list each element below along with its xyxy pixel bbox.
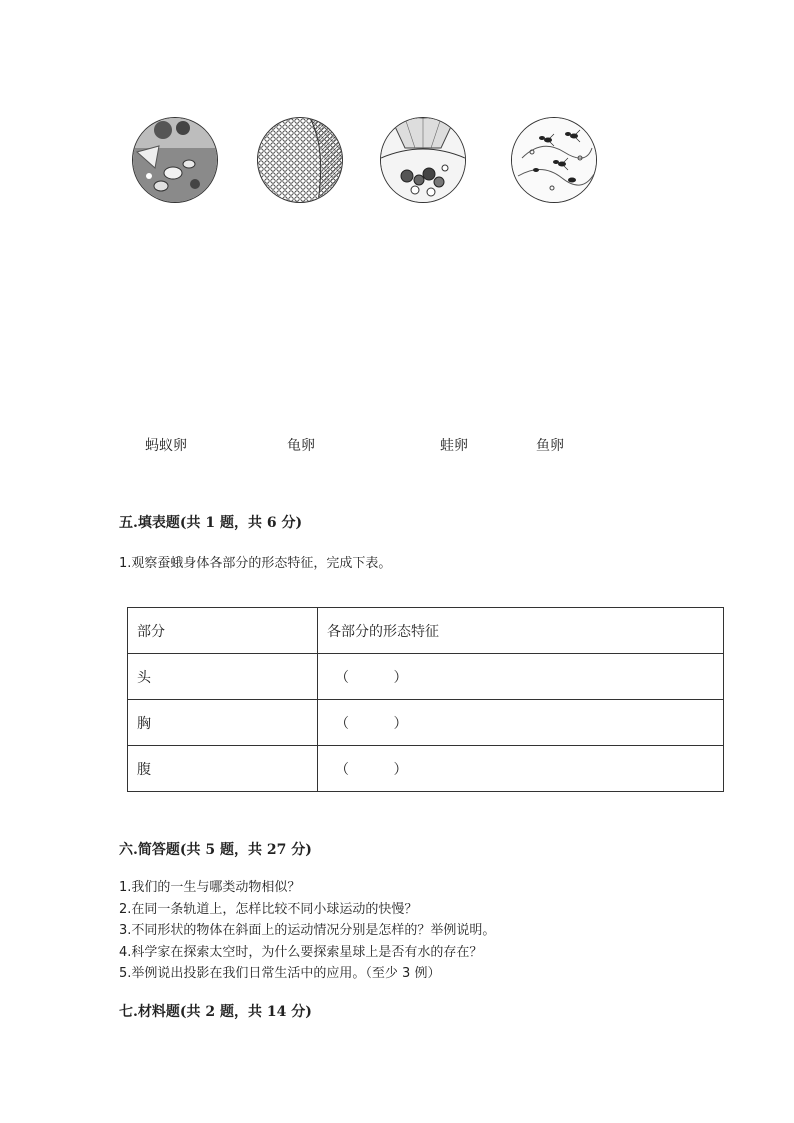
turtle-egg-micrograph-icon [258, 118, 342, 202]
answer-blank[interactable]: （ ） [335, 669, 408, 686]
table-row [128, 700, 724, 746]
table-header-cell: 部分 [128, 608, 318, 654]
section-5-title: 五.填表题(共 1 题，共 6 分) [119, 515, 303, 531]
table-cell-answer [318, 654, 724, 700]
turtle-egg-image [257, 117, 343, 203]
table-header-row [128, 608, 724, 654]
list-item: 4.科学家在探索太空时，为什么要探索星球上是否有水的存在？ [119, 944, 483, 960]
section-7-title: 七.材料题(共 2 题，共 14 分) [119, 1004, 312, 1020]
answer-blank[interactable]: （ ） [335, 761, 408, 778]
fish-egg-image [511, 117, 597, 203]
silkmoth-feature-table [127, 607, 724, 792]
egg-label-fish: 鱼卵 [536, 438, 564, 454]
section-6-title: 六.简答题(共 5 题，共 27 分) [119, 842, 312, 858]
egg-label-ant: 蚂蚁卵 [145, 438, 187, 454]
ant-egg-image [132, 117, 218, 203]
list-item: 5.举例说出投影在我们日常生活中的应用。（至少 3 例） [119, 966, 441, 981]
table-row [128, 654, 724, 700]
table-cell-part: 胸 [128, 700, 318, 746]
frog-egg-image [380, 117, 466, 203]
section-5-question: 1.观察蚕蛾身体各部分的形态特征，完成下表。 [119, 556, 392, 571]
table-cell-answer [318, 746, 724, 792]
list-item: 1.我们的一生与哪类动物相似？ [119, 880, 301, 895]
fish-egg-micrograph-icon [512, 118, 596, 202]
answer-blank[interactable]: （ ） [335, 715, 408, 732]
list-item: 2.在同一条轨道上，怎样比较不同小球运动的快慢？ [119, 901, 418, 917]
table-cell-answer [318, 700, 724, 746]
table-cell-part: 头 [128, 654, 318, 700]
table-cell-part: 腹 [128, 746, 318, 792]
frog-egg-micrograph-icon [381, 118, 465, 202]
ant-egg-micrograph-icon [133, 118, 217, 202]
section-6-question-list [119, 877, 495, 985]
egg-label-frog: 蛙卵 [440, 438, 468, 454]
list-item: 3.不同形状的物体在斜面上的运动情况分别是怎样的？举例说明。 [119, 923, 496, 938]
table-row [128, 746, 724, 792]
egg-label-turtle: 龟卵 [287, 438, 315, 454]
table-header-cell: 各部分的形态特征 [318, 608, 724, 654]
